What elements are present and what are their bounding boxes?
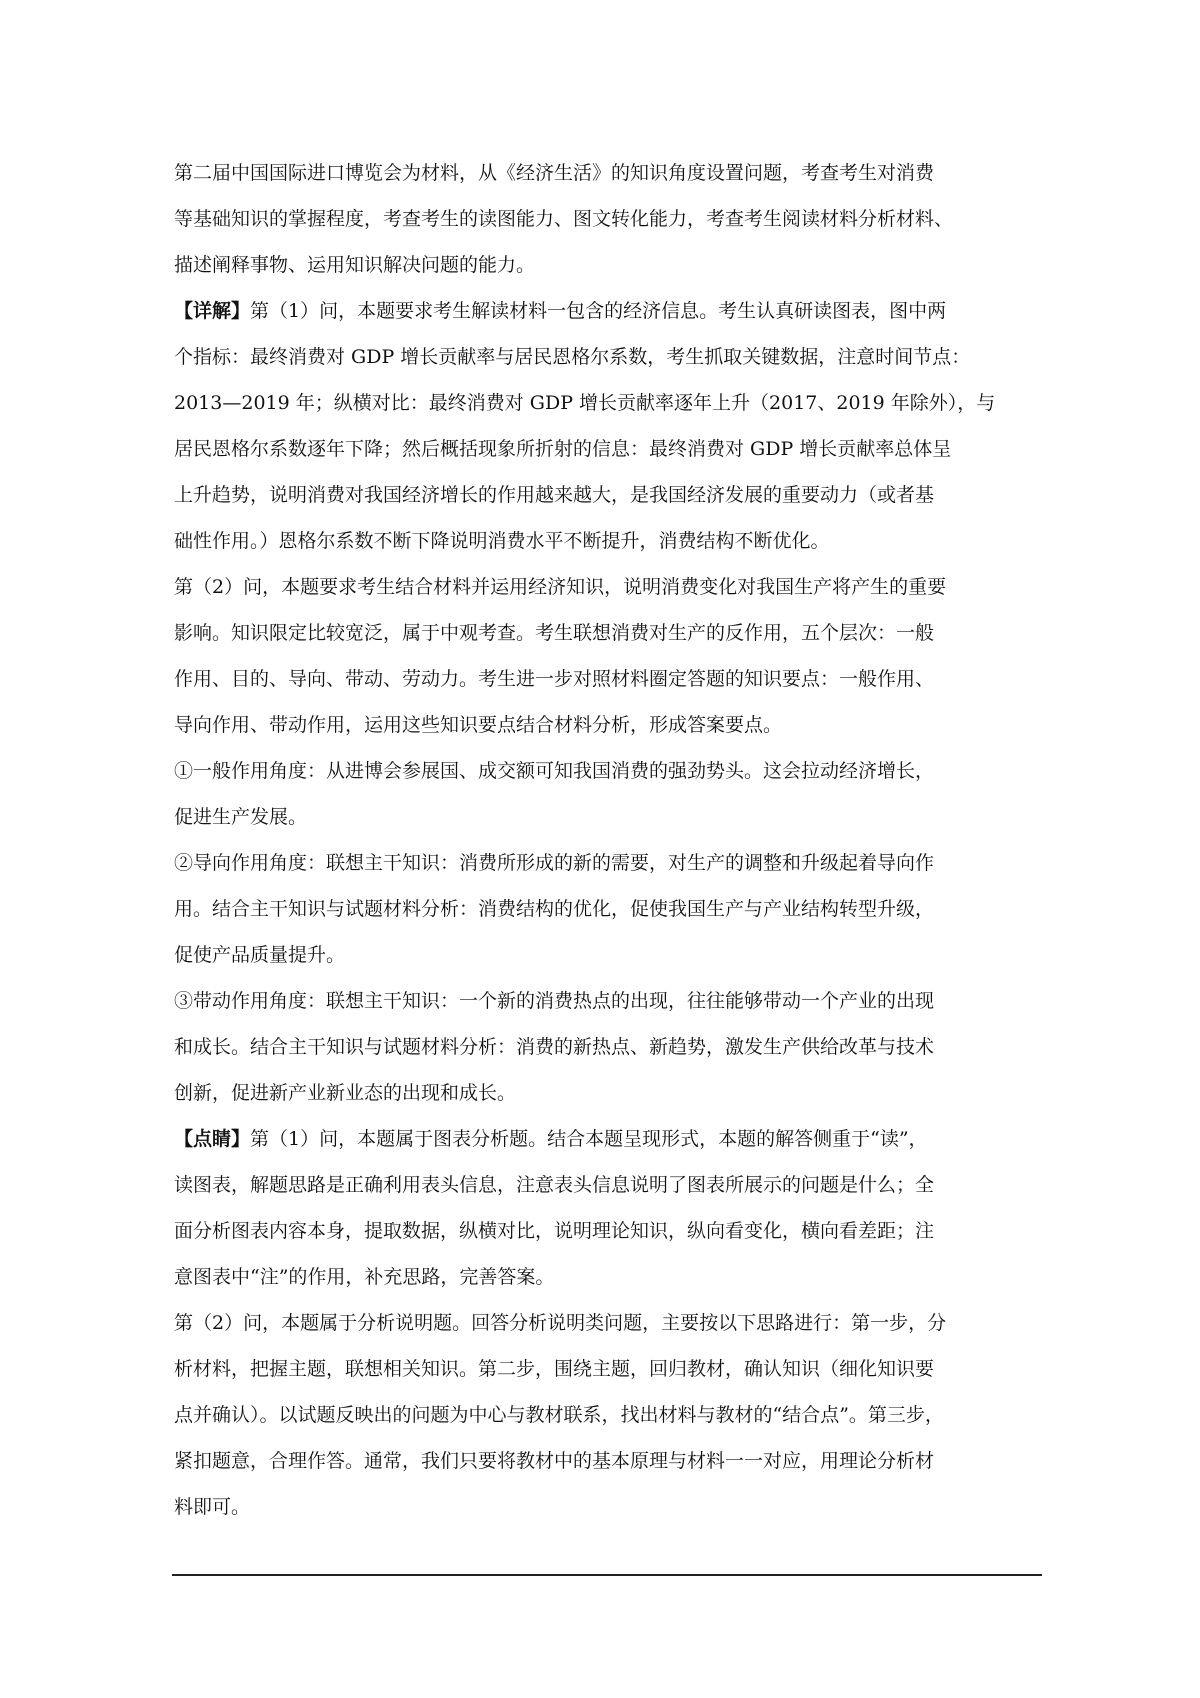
paragraph-question-2 xyxy=(174,564,1038,748)
paragraph-intro xyxy=(174,150,1038,288)
paragraph-detailed-explanation xyxy=(174,288,1038,564)
paragraph-text: ③带动作用角度：联想主干知识：一个新的消费热点的出现，往往能够带动一个产业的出现 和成长。结合主干知识与试题材料分析：消费的新热点、新趋势，激发生产供给改革与技术 创新，促进新产业新业态的出现和成长。 xyxy=(174,990,935,1104)
paragraph-text: ②导向作用角度：联想主干知识：消费所形成的新的需要，对生产的调整和升级起着导向作 用。结合主干知识与试题材料分析：消费结构的优化，促使我国生产与产业结构转型升级， 促使产品质量提升。 xyxy=(174,852,935,966)
paragraph-point-2 xyxy=(174,840,1038,978)
footer-divider xyxy=(172,1574,1042,1576)
paragraph-point-3 xyxy=(174,978,1038,1116)
document-body xyxy=(174,150,1038,1530)
paragraph-key-points xyxy=(174,1116,1038,1300)
paragraph-text: 第（2）问，本题要求考生结合材料并运用经济知识，说明消费变化对我国生产将产生的重要 影响。知识限定比较宽泛，属于中观考查。考生联想消费对生产的反作用，五个层次：一般 作用、目的、导向、带动、劳动力。考生进一步对照材料圈定答题的知识要点：一般作用、 导向作用、带动作用，运用这些知识要点结合材料分析，形成答案要点。 xyxy=(174,576,947,736)
paragraph-text: 第二届中国国际进口博览会为材料，从《经济生活》的知识角度设置问题，考查考生对消费 等基础知识的掌握程度，考查考生的读图能力、图文转化能力，考查考生阅读材料分析材料、 描述阐释事物、运用知识解决问题的能力。 xyxy=(174,162,954,276)
section-label-detailed: 【详解】 xyxy=(174,300,251,322)
paragraph-question-2-method xyxy=(174,1300,1038,1530)
paragraph-text: 第（1）问，本题要求考生解读材料一包含的经济信息。考生认真研读图表，图中两 个指标：最终消费对 GDP 增长贡献率与居民恩格尔系数，考生抓取关键数据，注意时间节点： 2013—2019 年；纵横对比：最终消费对 GDP 增长贡献率逐年上升（2017、2019 年除外），与 居民恩格尔系数逐年下降；然后概括现象所折射的信息：最终消费对 GDP 增长贡献率总体呈 上升趋势，说明消费对我国经济增长的作用越来越大，是我国经济发展的重要动力（或者基 础性作用。）恩格尔系数不断下降说明消费水平不断提升，消费结构不断优化。 xyxy=(174,300,996,552)
paragraph-text: 第（2）问，本题属于分析说明题。回答分析说明类问题，主要按以下思路进行：第一步，分 析材料，把握主题，联想相关知识。第二步，围绕主题，回归教材，确认知识（细化知识要 点并确认）。以试题反映出的问题为中心与教材联系，找出材料与教材的“结合点”。第三步， 紧扣题意，合理作答。通常，我们只要将教材中的基本原理与材料一一对应，用理论分析材 料即可。 xyxy=(174,1312,947,1518)
paragraph-point-1 xyxy=(174,748,1038,840)
paragraph-text: ①一般作用角度：从进博会参展国、成交额可知我国消费的强劲势头。这会拉动经济增长， 促进生产发展。 xyxy=(174,760,935,828)
section-label-key-points: 【点睛】 xyxy=(174,1128,251,1150)
paragraph-text: 第（1）问，本题属于图表分析题。结合本题呈现形式，本题的解答侧重于“读”， 读图表，解题思路是正确利用表头信息，注意表头信息说明了图表所展示的问题是什么；全 面分析图表内容本身，提取数据，纵横对比，说明理论知识，纵向看变化，横向看差距；注 意图表中“注”的作用，补充思路，完善答案。 xyxy=(174,1128,935,1288)
